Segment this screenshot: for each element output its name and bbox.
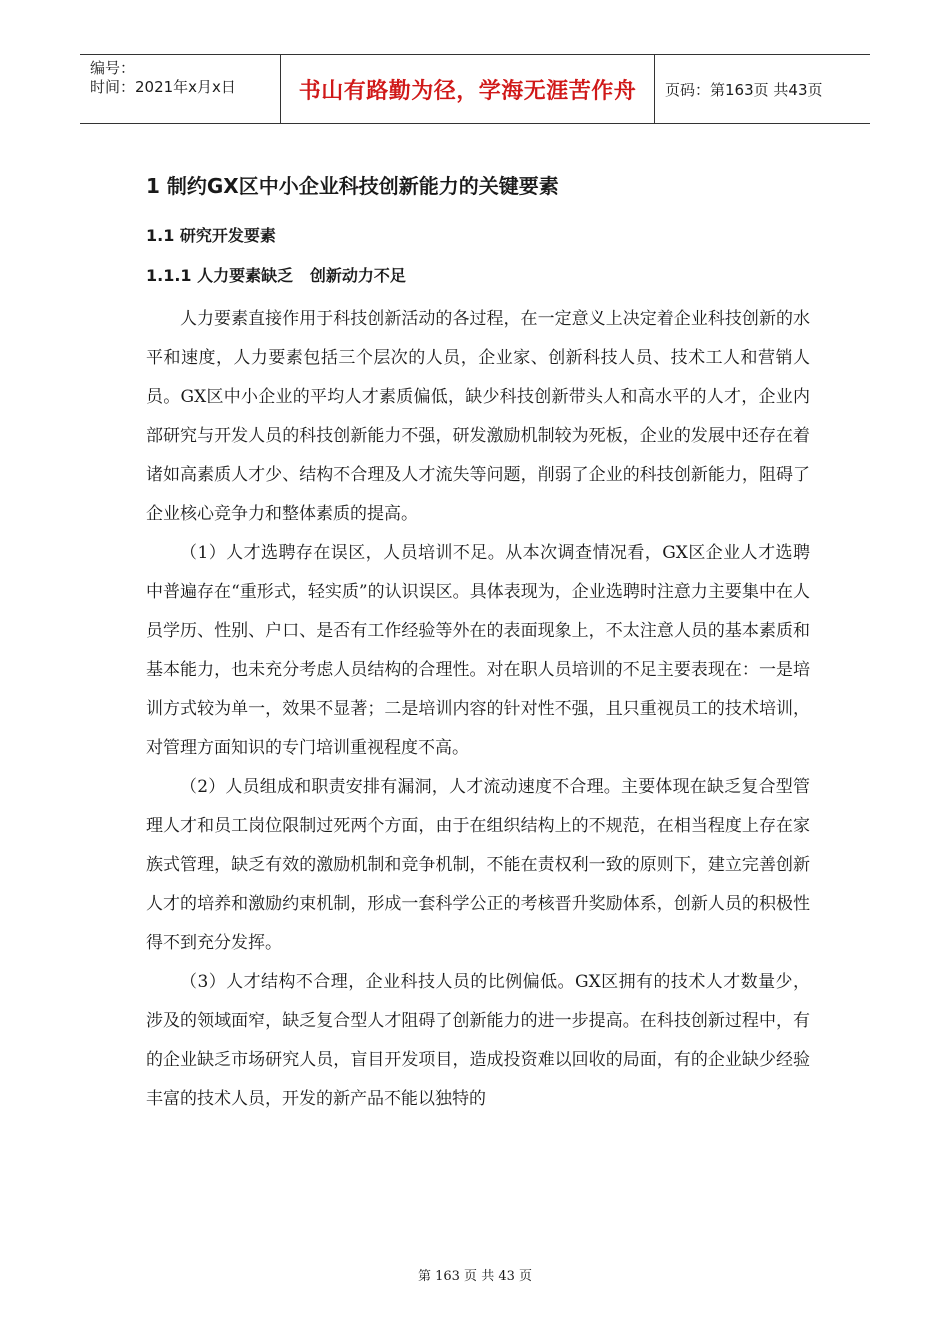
document-body [146, 166, 810, 1119]
page-footer [0, 1265, 950, 1284]
section-heading: 1.1 研究开发要素 [146, 226, 276, 245]
header-page-info: 页码：第163页 共43页 [665, 80, 823, 99]
page-header [80, 54, 870, 124]
paragraph: （1）人才选聘存在误区，人员培训不足。从本次调查情况看，GX区企业人才选聘中普遍存在“重形式，轻实质”的认识误区。具体表现为，企业选聘时注意力主要集中在人员学历、性别、户口、是否有工作经验等外在的表面现象上，不太注意人员的基本素质和基本能力，也未充分考虑人员结构的合理性。对在职人员培训的不足主要表现在：一是培训方式较为单一，效果不显著；二是培训内容的针对性不强，且只重视员工的技术培训，对管理方面知识的专门培训重视程度不高。 [146, 543, 810, 758]
subsection-heading: 1.1.1 人力要素缺乏 创新动力不足 [146, 266, 406, 285]
number-label: 编号： [90, 59, 136, 77]
time-label: 时间：2021年x月x日 [90, 78, 236, 96]
header-motto: 书山有路勤为径，学海无涯苦作舟 [298, 78, 637, 104]
header-meta-cell [80, 55, 281, 123]
header-motto-cell [281, 55, 655, 123]
paragraph: （3）人才结构不合理，企业科技人员的比例偏低。GX区拥有的技术人才数量少，涉及的领域面窄，缺乏复合型人才阻碍了创新能力的进一步提高。在科技创新过程中，有的企业缺乏市场研究人员，盲目开发项目，造成投资难以回收的局面，有的企业缺少经验丰富的技术人员，开发的新产品不能以独特的 [146, 972, 810, 1109]
header-page-cell [655, 55, 870, 123]
paragraph: （2）人员组成和职责安排有漏洞，人才流动速度不合理。主要体现在缺乏复合型管理人才和员工岗位限制过死两个方面，由于在组织结构上的不规范，在相当程度上存在家族式管理，缺乏有效的激励机制和竞争机制，不能在责权利一致的原则下，建立完善创新人才的培养和激励约束机制，形成一套科学公正的考核晋升奖励体系，创新人员的积极性得不到充分发挥。 [146, 777, 810, 953]
footer-page-number: 第 163 页 共 43 页 [417, 1269, 533, 1284]
chapter-title: 1 制约GX区中小企业科技创新能力的关键要素 [146, 174, 559, 198]
paragraph: 人力要素直接作用于科技创新活动的各过程，在一定意义上决定着企业科技创新的水平和速度，人力要素包括三个层次的人员，企业家、创新科技人员、技术工人和营销人员。GX区中小企业的平均人才素质偏低，缺少科技创新带头人和高水平的人才，企业内部研究与开发人员的科技创新能力不强，研发激励机制较为死板，企业的发展中还存在着诸如高素质人才少、结构不合理及人才流失等问题，削弱了企业的科技创新能力，阻碍了企业核心竞争力和整体素质的提高。 [146, 309, 810, 524]
